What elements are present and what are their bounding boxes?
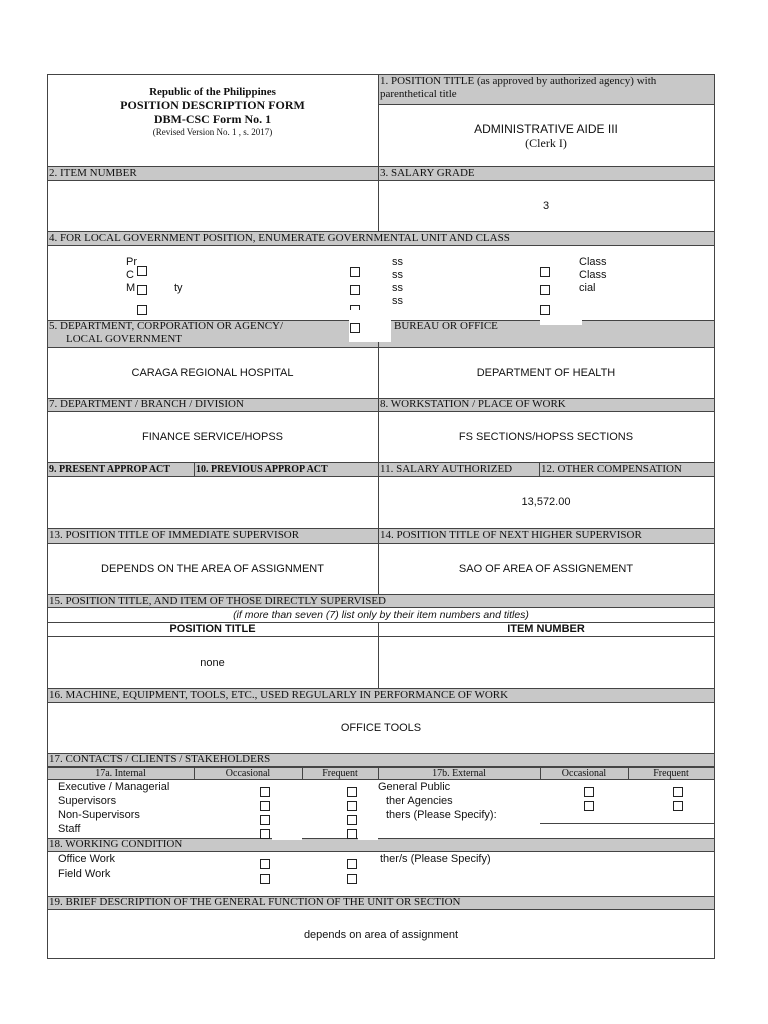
header-form-no: DBM-CSC Form No. 1 (153, 112, 272, 126)
s13-value: DEPENDS ON THE AREA OF ASSIGNMENT (101, 563, 324, 575)
s8-label: 8. WORKSTATION / PLACE OF WORK (380, 398, 566, 410)
outer-left-border (47, 74, 48, 959)
s17-int-occ-4[interactable] (260, 829, 270, 839)
s4-col2-b: ss (392, 269, 403, 281)
s18-occ-1[interactable] (260, 859, 270, 869)
s17-ext-freq-2[interactable] (673, 801, 683, 811)
s5-label-line2: LOCAL GOVERNMENT (66, 333, 182, 345)
s4-col1-a: Pr (126, 256, 137, 268)
s9-s10-divider (194, 462, 195, 477)
s4-col3-a: Class (579, 256, 607, 268)
s11-label: 11. SALARY AUTHORIZED (380, 463, 513, 475)
s16-label: 16. MACHINE, EQUIPMENT, TOOLS, ETC., USED REGULARLY IN PERFORMANCE OF WORK (49, 689, 509, 701)
s4-checkbox-9[interactable] (540, 285, 550, 295)
s18-freq-2[interactable] (347, 874, 357, 884)
s7-value: FINANCE SERVICE/HOPSS (142, 431, 283, 443)
s4-col1-c: M (126, 282, 136, 294)
s4-mask-right (540, 318, 582, 325)
s18-other: ther/s (Please Specify) (380, 853, 491, 865)
s4-col3-c: cial (579, 282, 596, 294)
s17-mid-mask (358, 782, 378, 840)
s4-checkbox-8[interactable] (540, 267, 550, 277)
s18-occ-2[interactable] (260, 874, 270, 884)
s15-col-item: ITEM NUMBER (507, 623, 585, 635)
s10-label: 10. PREVIOUS APPROP ACT (196, 464, 328, 475)
s17-external-row-2: ther Agencies (386, 795, 453, 807)
s17-int-occ-2[interactable] (260, 801, 270, 811)
outer-right-border (714, 74, 715, 959)
s4-label: 4. FOR LOCAL GOVERNMENT POSITION, ENUMERATE GOVERNMENTAL UNIT AND CLASS (49, 232, 510, 244)
s17-internal-row-1: Executive / Managerial (58, 781, 170, 793)
s4-checkbox-4[interactable] (350, 267, 360, 277)
s5-value: CARAGA REGIONAL HOSPITAL (131, 367, 294, 379)
s19-label: 19. BRIEF DESCRIPTION OF THE GENERAL FUNCTION OF THE UNIT OR SECTION (49, 896, 461, 908)
s14-label: 14. POSITION TITLE OF NEXT HIGHER SUPERVISOR (380, 529, 642, 541)
s5-label-line1: 5. DEPARTMENT, CORPORATION OR AGENCY/ (49, 320, 284, 332)
s18-row-1: Office Work (58, 853, 116, 865)
s9-label: 9. PRESENT APPROP ACT (49, 464, 170, 475)
s4-col2-c: ss (392, 282, 403, 294)
s17-ext-freq-1[interactable] (673, 787, 683, 797)
s4-checkbox-7-overlay[interactable] (350, 323, 360, 333)
s17-internal-header: 17a. Internal (95, 768, 146, 779)
s17-int-occasional-header: Occasional (225, 768, 271, 779)
s17-ext-frequent-header: Frequent (653, 768, 689, 779)
s8-value: FS SECTIONS/HOPSS SECTIONS (458, 431, 634, 443)
s12-label: 12. OTHER COMPENSATION (541, 463, 682, 475)
s17-left-mask (272, 820, 302, 840)
s15-label: 15. POSITION TITLE, AND ITEM OF THOSE DIRECTLY SUPERVISED (49, 595, 386, 607)
outer-bottom-border (47, 958, 715, 959)
s4-col2-d: ss (392, 295, 403, 307)
s4-col1-b: C (126, 269, 134, 281)
s4-col2-a: ss (392, 256, 403, 268)
s1-value-line1: ADMINISTRATIVE AIDE III (474, 122, 618, 136)
s1-label-line1: 1. POSITION TITLE (as approved by authorized agency) with (380, 75, 657, 87)
s6-value: DEPARTMENT OF HEALTH (476, 367, 616, 379)
s17-specify-line (540, 823, 714, 824)
s17-label: 17. CONTACTS / CLIENTS / STAKEHOLDERS (49, 753, 271, 765)
s17-internal-row-4: Staff (58, 823, 81, 835)
s17-int-occ-3[interactable] (260, 815, 270, 825)
s17-int-frequent-header: Frequent (322, 768, 358, 779)
s17-int-freq-4[interactable] (347, 829, 357, 839)
header-revised: (Revised Version No. 1 , s. 2017) (152, 127, 273, 137)
s17-external-row-1: General Public (378, 781, 451, 793)
s4-col3-b: Class (579, 269, 607, 281)
s3-value: 3 (542, 200, 550, 212)
s17-ext-occ-1[interactable] (584, 787, 594, 797)
s4-checkbox-10[interactable] (540, 305, 550, 315)
s17-internal-row-2: Supervisors (58, 795, 117, 807)
s14-value: SAO OF AREA OF ASSIGNEMENT (458, 563, 634, 575)
s15-col-line (47, 636, 715, 637)
s18-label: 18. WORKING CONDITION (49, 838, 183, 850)
s15-note: (if more than seven (7) list only by their item numbers and titles) (233, 609, 529, 621)
s15-title-value: none (200, 657, 225, 669)
s17-int-freq-2[interactable] (347, 801, 357, 811)
s17-int-freq-1[interactable] (347, 787, 357, 797)
s19-value: depends on area of assignment (303, 929, 459, 941)
s17-external-header: 17b. External (432, 768, 486, 779)
s15-col-title: POSITION TITLE (169, 623, 256, 635)
header-form-name: POSITION DESCRIPTION FORM (120, 98, 305, 112)
s11-value: 13,572.00 (521, 496, 571, 508)
s6-label: BUREAU OR OFFICE (394, 320, 498, 332)
s17-external-row-3: thers (Please Specify): (386, 809, 497, 821)
s2-label: 2. ITEM NUMBER (49, 167, 137, 179)
s17-ext-occ-2[interactable] (584, 801, 594, 811)
s3-label: 3. SALARY GRADE (380, 167, 475, 179)
s17-int-freq-3[interactable] (347, 815, 357, 825)
header-republic: Republic of the Philippines (149, 86, 276, 98)
s4-checkbox-5[interactable] (350, 285, 360, 295)
s7-label: 7. DEPARTMENT / BRANCH / DIVISION (49, 398, 244, 410)
s17-internal-row-3: Non-Supervisors (58, 809, 140, 821)
s4-col1-d: ty (174, 282, 183, 294)
s1-label-line2: parenthetical title (380, 88, 457, 100)
s16-value: OFFICE TOOLS (340, 722, 422, 734)
s17-ext-occasional-header: Occasional (561, 768, 607, 779)
s18-freq-1[interactable] (347, 859, 357, 869)
s1-value-line2: (Clerk I) (525, 136, 567, 150)
s18-row-2: Field Work (58, 868, 111, 880)
s11-s12-divider (539, 462, 540, 477)
s17-int-occ-1[interactable] (260, 787, 270, 797)
s13-label: 13. POSITION TITLE OF IMMEDIATE SUPERVISOR (49, 529, 300, 541)
